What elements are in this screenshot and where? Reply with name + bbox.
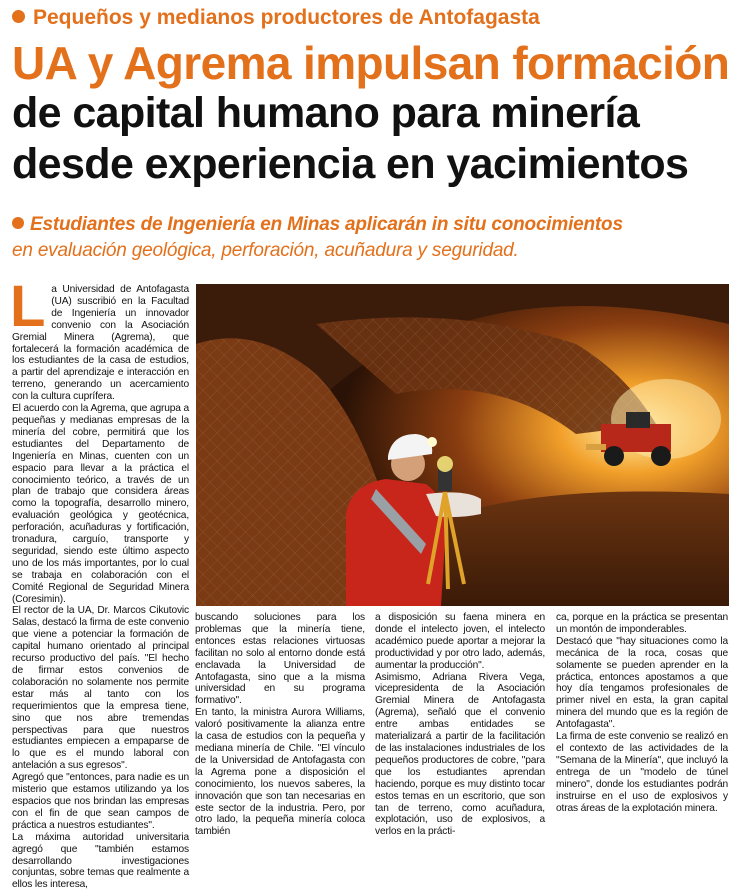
kicker xyxy=(12,6,727,30)
subheadline xyxy=(12,214,727,262)
headline-line-3: desde experiencia en yacimientos xyxy=(12,140,689,188)
paragraph: buscando soluciones para los problemas que la minería tiene, entonces estas relaciones virtuosas facilitan no solo al entorno donde está enclavada la Universidad de Antofagasta, sino que a la misma universidad en su programa formativo". xyxy=(195,612,365,707)
body-column-2 xyxy=(195,612,365,838)
headline-line-1: UA y Agrema impulsan formación xyxy=(12,37,730,89)
paragraph: La firma de este convenio se realizó en el contexto de las actividades de la "Semana de la Minería", que incluyó la entrega de un "modelo de túnel minero", donde los estudiantes podrán instruirse en el uso de explosivos y otras áreas de la explotación minera. xyxy=(556,731,728,814)
paragraph: El rector de la UA, Dr. Marcos Cikutovic Salas, destacó la firma de este convenio que viene a potenciar la formación de capital humano orientado al principal recurso productivo del país. "El hecho de firmar estos convenios de colaboración no solamente nos permite estar más al tanto con los requerimientos que la empresa tiene, sino que nos abre tremendas perspectivas para que nuestros estudiantes empiecen a empaparse de lo que es el mundo laboral con antelación a sus egresos". xyxy=(12,605,189,772)
paragraph: La máxima autoridad universitaria agregó que "también estamos desarrollando investigaciones conjuntas, sobre temas que realmente a ellos les interesa, xyxy=(12,831,189,891)
paragraph: a disposición su faena minera en donde el intelecto joven, el intelecto académico puede aportar a mejorar la productividad y por otro lado, además, aumentar la producción". xyxy=(375,612,545,671)
paragraph: En tanto, la ministra Aurora Williams, valoró positivamente la alianza entre la casa de estudios con la pequeña y mediana minería de Chile. "El vínculo de la Universidad de Antofagasta con la Agrema pone a disposición el conocimiento, los nuevos saberes, la innovación que son tan necesarias en este sector de la industria. Pero, por otro lado, la pequeña minería coloca también xyxy=(195,707,365,838)
drop-cap: L xyxy=(10,274,46,339)
paragraph: a Universidad de Antofagasta (UA) suscribió en la Facultad de Ingeniería un innovador convenio con la Asociación Gremial Minera (Agrema), que fortalecerá la formación académica de los estudiantes de la casa de estudios, a partir del aprendizaje e interacción en terreno, generando un acercamiento con la cultura cuprífera. xyxy=(12,284,189,403)
kicker-text: Pequeños y medianos productores de Antofagasta xyxy=(33,6,540,29)
body-column-1 xyxy=(10,274,189,891)
paragraph: Agregó que "entonces, para nadie es un misterio que estamos utilizando ya los espacios que nos brindan las empresas con el fin de que sean campos de práctica a nuestros estudiantes". xyxy=(12,772,189,831)
headline-line-2: de capital humano para minería xyxy=(12,89,640,137)
headline xyxy=(12,37,730,194)
body-column-3 xyxy=(375,612,545,838)
paragraph: Asimismo, Adriana Rivera Vega, vicepresidenta de la Asociación Gremial Minera de Antofagasta (Agrema), señaló que el convenio entre ambas entidades se materializará a partir de la facilitación de las instalaciones industriales de los pequeños productores de cobre, "para que los estudiantes aprendan haciendo, porque es muy distinto tocar estos temas en un escritorio, que son tan de terreno, como acuñadura, explotación, uso de explosivos, a verlos en la prácti- xyxy=(375,671,545,838)
bullet-dot-icon xyxy=(12,10,25,23)
body-column-4 xyxy=(556,612,728,817)
paragraph: Destacó que "hay situaciones como la mecánica de la roca, cosas que solamente se pueden aprender en la práctica, entonces apostamos a que hoy día tengamos profesionales de primer nivel en esta, la gran capital minera del mundo que es la región de Antofagasta". xyxy=(556,635,728,731)
mine-tunnel-photo xyxy=(196,284,729,606)
bullet-dot-icon xyxy=(12,217,24,229)
subheadline-line-2: en evaluación geológica, perforación, acuñadura y seguridad. xyxy=(12,240,519,261)
paragraph: ca, porque en la práctica se presentan un montón de imponderables. xyxy=(556,612,728,635)
paragraph: El acuerdo con la Agrema, que agrupa a pequeñas y medianas empresas de la minería del cobre, permitirá que los estudiantes del Departamento de Ingeniería en Minas, cuenten con un espacio para llevar a la práctica el conocimiento teórico, a través de un plan de trabajo que considera áreas como la topografía, desarrollo minero, evaluación geológica y geotécnica, perforación, acuñaduras y fortificación, tronadura, carguío, transporte y seguridad, siendo este último aspecto uno de los más importantes, por lo cual se trabaja en colaboración con el Comité Regional de Seguridad Minera (Coresimin). xyxy=(12,403,189,605)
subheadline-line-1 xyxy=(12,214,727,240)
subheadline-line-1-text: Estudiantes de Ingeniería en Minas aplicarán in situ conocimientos xyxy=(30,214,623,235)
